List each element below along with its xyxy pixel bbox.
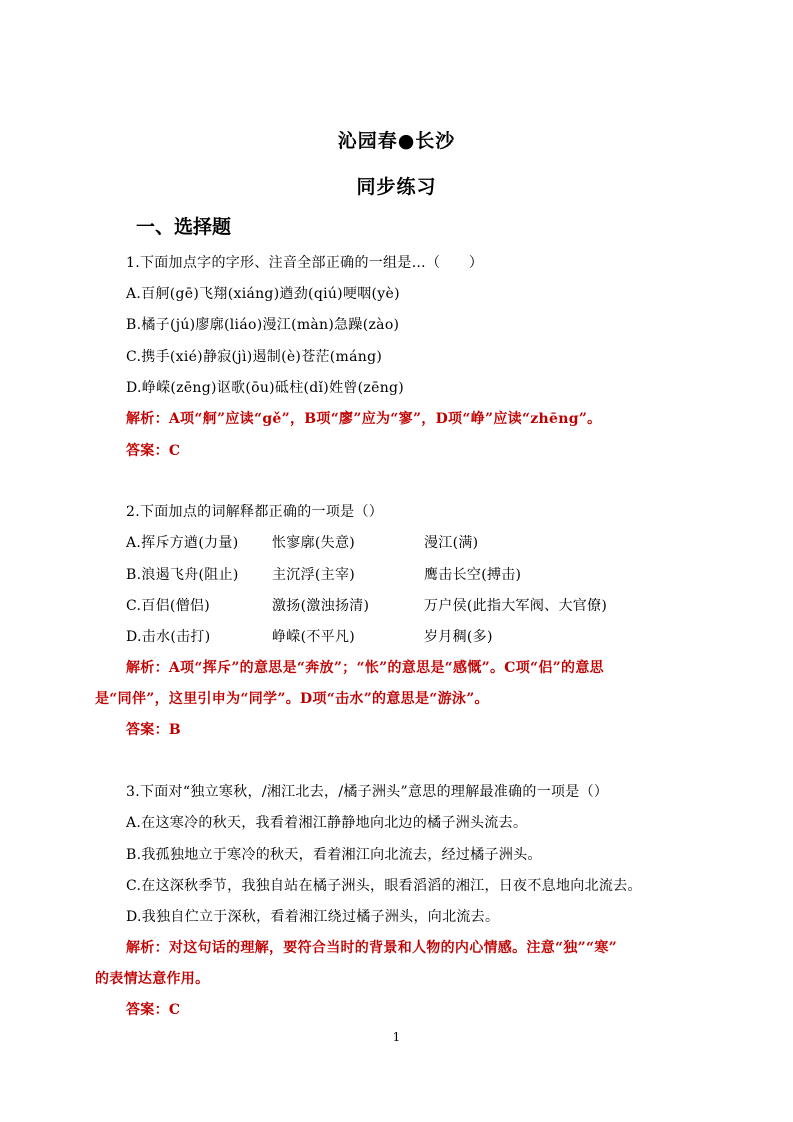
question-2-option-d-col2: 峥嵘(不平凡): [272, 629, 356, 645]
question-1-option-b: B.橘子(jú)廖廓(liáo)漫江(màn)急躁(zào): [126, 317, 400, 333]
question-2-option-d-col3: 岁月稠(多): [424, 629, 493, 645]
question-1-option-c: C.携手(xié)静寂(jì)遏制(è)苍茫(máng): [126, 349, 383, 365]
question-2-option-a-col2: 怅寥廓(失意): [272, 535, 356, 551]
question-3-analysis-line-2: 的表情达意作用。: [95, 971, 210, 987]
question-2-option-b-col1: B.浪遏飞舟(阻止): [126, 567, 239, 583]
page-number: 1: [392, 1030, 401, 1044]
question-2-option-a-col1: A.挥斥方遒(力量): [126, 535, 239, 551]
document-title: 沁园春●长沙: [337, 130, 456, 152]
question-2-option-b-col3: 鹰击长空(搏击): [424, 567, 522, 583]
question-3-stem: 3.下面对“独立寒秋，/湘江北去，/橘子洲头”意思的理解最准确的一项是（）: [126, 784, 609, 800]
question-2-analysis-line-1: 解析：A项“挥斥”的意思是“奔放”；“怅”的意思是“感慨”。C项“侣”的意思: [126, 660, 604, 676]
question-1-analysis: 解析：A项“舸”应读“gě”，B项“廖”应为“寥”，D项“峥”应读“zhēng”。: [126, 411, 602, 427]
question-1-option-d: D.峥嵘(zēng)讴歌(ōu)砥柱(dǐ)姓曾(zēng): [126, 380, 405, 396]
question-2-analysis-line-2: 是“同伴”，这里引申为“同学”。D项“击水”的意思是“游泳”。: [95, 691, 489, 707]
question-2-option-c-col2: 激扬(激浊扬清): [272, 598, 370, 614]
question-2-option-a-col3: 漫江(满): [424, 535, 479, 551]
question-3-analysis-line-1: 解析：对这句话的理解，要符合当时的背景和人物的内心情感。注意“独”“寒”: [126, 940, 618, 956]
document-subtitle: 同步练习: [356, 176, 437, 198]
question-3-option-a: A.在这寒冷的秋天，我看着湘江静静地向北边的橘子洲头流去。: [126, 815, 528, 831]
question-3-answer: 答案：C: [126, 1002, 181, 1018]
question-2-option-d-col1: D.击水(击打): [126, 629, 211, 645]
question-3-option-b: B.我孤独地立于寒冷的秋天，看着湘江向北流去，经过橘子洲头。: [126, 847, 542, 863]
question-3-option-c: C.在这深秋季节，我独自站在橘子洲头，眼看滔滔的湘江，日夜不息地向北流去。: [126, 878, 642, 894]
question-2-stem: 2.下面加点的词解释都正确的一项是（）: [126, 504, 384, 520]
question-1-option-a: A.百舸(gē)飞翔(xiáng)遒劲(qiú)哽咽(yè): [126, 286, 400, 302]
question-2-option-c-col3: 万户侯(此指大军阀、大官僚): [424, 598, 608, 614]
question-2-answer: 答案：B: [126, 722, 182, 738]
question-2-option-b-col2: 主沉浮(主宰): [272, 567, 356, 583]
question-3-option-d: D.我独自伫立于深秋，看着湘江绕过橘子洲头，向北流去。: [126, 909, 500, 925]
question-1-stem: 1.下面加点字的字形、注音全部正确的一组是…（ ）: [126, 255, 484, 271]
section-heading: 一、选择题: [136, 216, 232, 238]
question-2-option-c-col1: C.百侣(僧侣): [126, 598, 210, 614]
question-1-answer: 答案：C: [126, 443, 181, 459]
